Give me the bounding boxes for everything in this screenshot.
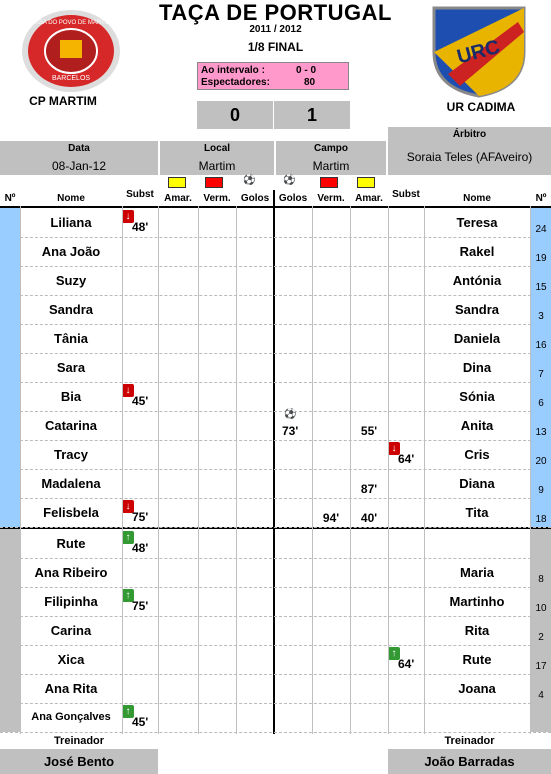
sub-out-icon: ↓ [122,500,134,513]
home-player-name: Rute [56,536,86,551]
table-row [0,324,551,353]
table-row [0,587,551,616]
away-red-card-time: 94' [322,511,340,525]
home-player-name: Sara [56,360,86,375]
table-row [0,558,551,587]
home-player-name: Bia [60,389,82,404]
sub-in-icon: ↑ [122,589,134,602]
home-number-cell [0,295,20,324]
away-sub-time: 64' [398,452,415,466]
home-number-cell [0,616,20,645]
away-number-cell: 13 [531,411,551,440]
away-player-name: Sónia [459,389,495,404]
column-divider [236,206,237,734]
halftime-label: Ao intervalo : [201,65,265,76]
home-player-name: Ana Rita [44,681,98,696]
home-crest-logo [20,8,122,94]
round: 1/8 FINAL [247,40,304,54]
home-coach-name: José Bento [0,749,158,774]
away-player-name: Rute [462,652,492,667]
home-player-name: Xica [57,652,85,667]
table-row [0,208,551,237]
home-coach-label: Treinador [53,735,105,747]
table-row [0,529,551,558]
column-divider [350,206,351,734]
away-coach-label: Treinador [444,735,495,747]
sub-out-icon: ↓ [122,210,134,223]
home-number-cell [0,237,20,266]
ball-icon: ⚽ [283,175,296,186]
away-player-name: Cris [464,447,490,462]
column-divider [20,206,21,734]
home-sub-cell [122,382,158,411]
home-number-cell [0,587,20,616]
away-number-cell: 24 [531,208,551,237]
table-row [0,703,551,732]
home-player-name: Felisbela [43,505,99,520]
col-goals: Golos [278,193,308,204]
col-red: Verm. [317,193,345,204]
table-row [0,440,551,469]
home-number-cell [0,353,20,382]
col-goals: Golos [240,193,270,204]
home-player-name: Ana João [41,244,101,259]
away-player-name: Martinho [449,594,505,609]
away-yellow-card-time: 55' [360,424,378,438]
table-row [0,237,551,266]
away-player-name: Anita [460,418,494,433]
home-number-cell [0,645,20,674]
home-player-name: Carina [50,623,92,638]
away-number-cell: 2 [531,616,551,645]
away-player-name: Daniela [453,331,501,346]
column-divider [122,206,123,734]
away-number-cell: 3 [531,295,551,324]
match-info-box [197,62,349,90]
col-name: Nome [463,193,491,204]
home-number-cell [0,498,20,527]
table-row [0,382,551,411]
season: 2011 / 2012 [249,24,302,35]
referee-value: Soraia Teles (AFAveiro) [406,150,533,164]
table-row [0,266,551,295]
red-card-icon [320,177,338,188]
table-row [0,616,551,645]
away-team-name: UR CADIMA [446,100,516,114]
col-red: Verm. [203,193,231,204]
away-player-name [424,529,530,558]
away-goal-cell [274,411,312,440]
away-number-cell: 16 [531,324,551,353]
col-number: Nº [535,193,547,204]
sub-in-icon: ↑ [122,531,134,544]
away-number-cell: 6 [531,382,551,411]
away-number-cell: 10 [531,587,551,616]
home-number-cell [0,324,20,353]
halftime-score: 0 - 0 [296,65,317,76]
away-player-name: Dina [462,360,492,375]
row-divider [0,527,551,528]
home-sub-time: 48' [132,220,149,234]
place-label: Local [203,143,231,154]
home-sub-cell [122,703,158,732]
away-number-cell: 18 [531,498,551,527]
home-number-cell [0,382,20,411]
home-sub-cell [122,208,158,237]
away-player-name: Rakel [459,244,495,259]
away-crest-logo [428,2,530,98]
home-sub-time: 45' [132,715,149,729]
svg-text:URC: URC [454,35,503,69]
away-sub-time: 64' [398,657,415,671]
away-number-cell [531,529,551,558]
column-divider [158,206,159,734]
home-number-cell [0,558,20,587]
away-yellow-card-time: 40' [360,511,378,525]
field-value: Martim [312,159,350,173]
away-score: 1 [274,101,350,129]
sub-out-icon: ↓ [122,384,134,397]
home-sub-time: 45' [132,394,149,408]
col-subst: Subst [392,189,420,200]
away-player-name: Diana [459,476,495,491]
competition-title: TAÇA DE PORTUGAL [159,0,392,25]
field-label: Campo [314,143,348,154]
spectators-count: 80 [304,77,316,88]
home-player-name: Ana Gonçalves [31,711,111,723]
table-row [0,645,551,674]
home-sub-cell [122,587,158,616]
away-player-name: Rita [464,623,490,638]
field-box [276,141,386,175]
referee-box [388,127,551,175]
row-divider [0,732,551,733]
away-player-name: Sandra [454,302,500,317]
home-number-cell [0,529,20,558]
sub-out-icon: ↓ [388,442,400,455]
away-number-cell: 9 [531,469,551,498]
home-number-cell [0,703,20,732]
home-sub-time: 75' [132,510,149,524]
away-number-cell: 17 [531,645,551,674]
home-sub-cell [122,529,158,558]
column-divider [530,206,531,734]
column-divider [424,206,425,734]
away-number-cell: 4 [531,674,551,703]
home-number-cell [0,208,20,237]
away-number-cell: 19 [531,237,551,266]
table-row [0,469,551,498]
away-goal-time: 73' [282,424,299,438]
away-sub-cell [388,440,424,469]
home-sub-time: 48' [132,541,149,555]
place-value: Martim [198,159,236,173]
date-box [0,141,158,175]
away-number-cell: 8 [531,558,551,587]
away-sub-cell [388,645,424,674]
away-player-name: Joana [458,681,496,696]
red-card-icon [205,177,223,188]
home-player-name: Liliana [50,215,92,230]
date-label: Data [68,143,90,154]
place-box [160,141,274,175]
home-sub-time: 75' [132,599,149,613]
home-number-cell [0,411,20,440]
home-player-name: Suzy [55,273,87,288]
table-row [0,498,551,527]
table-row [0,674,551,703]
away-player-name: Tita [465,505,489,520]
away-player-name [424,703,530,732]
home-player-name: Catarina [44,418,98,433]
table-row [0,353,551,382]
col-number: Nº [4,193,16,204]
home-score: 0 [197,101,273,129]
home-number-cell [0,674,20,703]
home-player-name: Madalena [41,476,101,491]
away-number-cell [531,703,551,732]
home-sub-cell [122,498,158,527]
ball-icon: ⚽ [284,409,297,420]
home-number-cell [0,469,20,498]
home-player-name: Tracy [54,447,88,462]
spectators-label: Espectadores: [201,77,270,88]
column-divider [198,206,199,734]
away-number-cell: 7 [531,353,551,382]
away-player-name: Antónia [452,273,502,288]
col-yellow: Amar. [355,193,383,204]
away-number-cell: 20 [531,440,551,469]
yellow-card-icon [357,177,375,188]
col-name: Nome [57,193,85,204]
ball-icon: ⚽ [243,175,256,186]
sub-in-icon: ↑ [122,705,134,718]
home-player-name: Ana Ribeiro [34,565,108,580]
away-yellow-card-time: 87' [360,482,378,496]
away-number-cell: 15 [531,266,551,295]
home-team-name: CP MARTIM [29,94,97,108]
svg-text:BARCELOS: BARCELOS [51,75,91,82]
column-divider [388,206,389,734]
yellow-card-icon [168,177,186,188]
sub-in-icon: ↑ [388,647,400,660]
home-number-cell [0,266,20,295]
away-player-name: Teresa [456,215,498,230]
home-player-name: Filipinha [44,594,98,609]
table-row [0,295,551,324]
col-subst: Subst [126,189,154,200]
svg-text:CASA DO POVO DE MARTIM: CASA DO POVO DE MARTIM [30,20,112,26]
home-number-cell [0,440,20,469]
referee-label: Árbitro [452,129,487,140]
home-player-name: Sandra [48,302,94,317]
away-coach-name: João Barradas [388,749,551,774]
date-value: 08-Jan-12 [51,159,107,173]
column-divider [312,206,313,734]
table-row [0,411,551,440]
away-player-name: Maria [460,565,494,580]
col-yellow: Amar. [164,193,192,204]
home-player-name: Tânia [54,331,88,346]
